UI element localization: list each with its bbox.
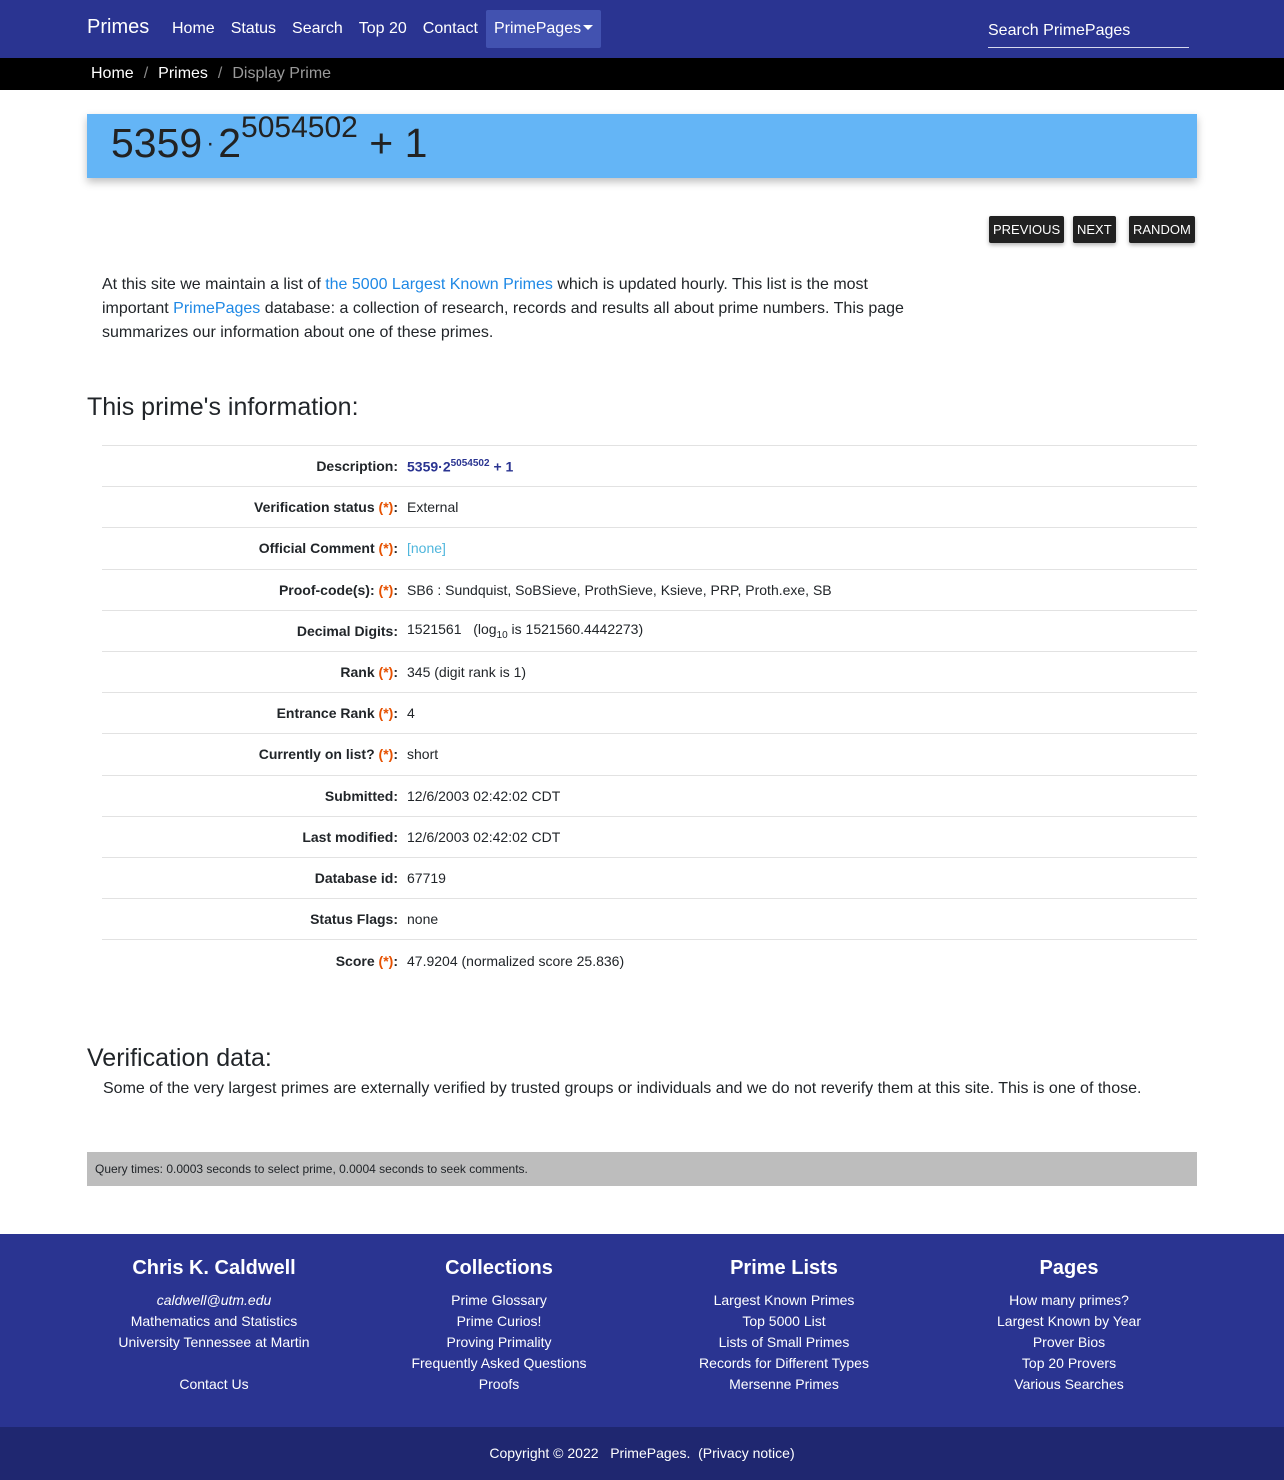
label-text: Currently on list? bbox=[258, 746, 375, 763]
univ-link[interactable]: University Tennessee at Martin bbox=[118, 1334, 310, 1350]
help-star: * bbox=[383, 952, 389, 969]
footer-link[interactable]: Frequently Asked Questions bbox=[411, 1355, 587, 1371]
footer bbox=[0, 1234, 1284, 1427]
footer-link[interactable]: Proving Primality bbox=[446, 1334, 552, 1350]
footer-col-pages bbox=[929, 1257, 1209, 1395]
description-value[interactable] bbox=[398, 458, 513, 475]
intro-text: which is updated hourly. This list is the most important bbox=[102, 276, 868, 317]
help-star: * bbox=[383, 499, 389, 516]
prime-title-card bbox=[87, 111, 1197, 178]
row-label: Entrance Rank (*): bbox=[276, 705, 398, 722]
desc-exponent: 5054502 bbox=[450, 457, 490, 469]
modified-value: 12/6/2003 02:42:02 CDT bbox=[407, 828, 561, 845]
email-link[interactable]: caldwell@utm.edu bbox=[156, 1292, 272, 1308]
comment-value[interactable]: [none] bbox=[407, 540, 446, 557]
row-label: Official Comment (*): bbox=[258, 540, 398, 557]
footer-link[interactable]: Top 20 Provers bbox=[1021, 1355, 1117, 1371]
help-link[interactable]: (*) bbox=[378, 746, 394, 763]
breadcrumb-bar bbox=[0, 58, 1284, 90]
footer-link[interactable]: Various Searches bbox=[1014, 1376, 1124, 1392]
title-dot: · bbox=[206, 130, 215, 157]
help-star: * bbox=[383, 746, 389, 763]
footer-heading: Pages bbox=[1039, 1257, 1099, 1279]
table-row bbox=[102, 570, 1197, 611]
row-label: Currently on list? (*): bbox=[258, 746, 398, 763]
submitted-value: 12/6/2003 02:42:02 CDT bbox=[407, 787, 561, 804]
desc-base: 2 bbox=[442, 458, 451, 475]
table-row bbox=[102, 858, 1197, 899]
proof-value: SB6 : Sundquist, SoBSieve, ProthSieve, Ksieve, PRP, Proth.exe, SB bbox=[407, 581, 832, 598]
label-text: Score bbox=[335, 952, 375, 969]
breadcrumb-separator: / bbox=[143, 65, 149, 82]
query-times: Query times: 0.0003 seconds to select prime, 0.0004 seconds to seek comments. bbox=[87, 1152, 1197, 1186]
onlist-value: short bbox=[407, 746, 439, 763]
spacer bbox=[74, 1353, 354, 1374]
table-row bbox=[102, 611, 1197, 652]
verification-text: Some of the very largest primes are externally verified by trusted groups or individuals and we do not reverify them at this site. This is one of those. bbox=[103, 1080, 1142, 1097]
footer-link[interactable]: Largest Known Primes bbox=[713, 1292, 855, 1308]
footer-col-prime-lists bbox=[644, 1257, 924, 1395]
row-label: Rank (*): bbox=[340, 664, 398, 681]
table-row bbox=[102, 693, 1197, 734]
help-link[interactable]: (*) bbox=[378, 581, 394, 598]
privacy-notice-link[interactable]: Privacy notice bbox=[702, 1445, 790, 1461]
table-row bbox=[102, 817, 1197, 858]
row-label: Decimal Digits: bbox=[296, 622, 398, 639]
random-button[interactable]: RANDOM bbox=[1129, 216, 1195, 243]
help-link[interactable]: (*) bbox=[378, 540, 394, 557]
table-row bbox=[102, 528, 1197, 569]
info-heading: This prime's information: bbox=[87, 393, 359, 421]
table-row bbox=[102, 734, 1197, 775]
copyright-text: Copyright © 2022 bbox=[489, 1445, 599, 1461]
help-star: * bbox=[383, 540, 389, 557]
log-base: 10 bbox=[496, 629, 508, 641]
help-star: * bbox=[383, 705, 389, 722]
table-row bbox=[102, 652, 1197, 693]
footer-link[interactable]: Records for Different Types bbox=[699, 1355, 869, 1371]
help-star: * bbox=[383, 664, 389, 681]
largest-primes-link[interactable]: the 5000 Largest Known Primes bbox=[325, 276, 553, 293]
nav-menu bbox=[164, 10, 601, 48]
rank-value: 345 (digit rank is 1) bbox=[407, 664, 527, 681]
row-label: Description: bbox=[316, 458, 398, 475]
title-base: 2 bbox=[218, 120, 242, 166]
log-prefix: (log bbox=[473, 620, 497, 637]
verification-value: External bbox=[407, 499, 459, 516]
nav-search[interactable]: Search bbox=[292, 20, 343, 37]
contact-us-link[interactable]: Contact Us bbox=[179, 1376, 249, 1392]
footer-link[interactable]: Proofs bbox=[478, 1376, 520, 1392]
footer-link[interactable]: Lists of Small Primes bbox=[718, 1334, 850, 1350]
dept-link[interactable]: Mathematics and Statistics bbox=[130, 1313, 298, 1329]
top-navbar bbox=[0, 0, 1284, 58]
row-label: Last modified: bbox=[302, 828, 398, 845]
help-star: * bbox=[383, 581, 389, 598]
dropdown-label: PrimePages bbox=[493, 20, 582, 37]
title-coefficient: 5359 bbox=[111, 120, 203, 166]
breadcrumb-current: Display Prime bbox=[232, 65, 332, 82]
copyright-bar: Copyright © 2022 PrimePages. (Privacy notice) bbox=[0, 1427, 1284, 1480]
help-link[interactable]: (*) bbox=[378, 705, 394, 722]
intro-paragraph bbox=[102, 273, 912, 345]
nav-status[interactable]: Status bbox=[230, 20, 277, 37]
help-link[interactable]: (*) bbox=[378, 952, 394, 969]
primepages-footer-link[interactable]: PrimePages bbox=[610, 1445, 687, 1461]
digits-count: 1521561 bbox=[407, 620, 462, 637]
title-tail: + 1 bbox=[369, 120, 428, 166]
table-row bbox=[102, 446, 1197, 487]
breadcrumb bbox=[91, 58, 331, 90]
footer-heading: Chris K. Caldwell bbox=[132, 1257, 296, 1279]
brand-link[interactable]: Primes bbox=[87, 16, 150, 38]
row-label: Database id: bbox=[314, 869, 398, 886]
intro-text: At this site we maintain a list of bbox=[102, 276, 326, 293]
label-text: Official Comment bbox=[258, 540, 375, 557]
nav-top20[interactable]: Top 20 bbox=[358, 20, 407, 37]
row-label: Score (*): bbox=[335, 952, 398, 969]
previous-button[interactable]: PREVIOUS bbox=[989, 216, 1064, 243]
row-label: Verification status (*): bbox=[254, 499, 398, 516]
intro-text: database: a collection of research, records and results all about prime numbers. This page summarizes our information about one of these primes. bbox=[102, 300, 904, 341]
desc-dot: · bbox=[438, 458, 443, 475]
footer-link[interactable]: How many primes? bbox=[1009, 1292, 1129, 1308]
digits-value bbox=[398, 621, 643, 641]
footer-link[interactable]: Prover Bios bbox=[1032, 1334, 1106, 1350]
table-row bbox=[102, 899, 1197, 940]
breadcrumb-home[interactable]: Home bbox=[91, 65, 134, 82]
breadcrumb-separator: / bbox=[217, 65, 223, 82]
verification-heading: Verification data: bbox=[87, 1044, 272, 1072]
score-value: 47.9204 (normalized score 25.836) bbox=[407, 952, 625, 969]
log-suffix: is 1521560.4442273) bbox=[507, 620, 644, 637]
footer-heading: Prime Lists bbox=[730, 1257, 838, 1279]
help-link[interactable]: (*) bbox=[378, 499, 394, 516]
desc-tail: + 1 bbox=[489, 458, 514, 475]
title-exponent: 5054502 bbox=[241, 111, 358, 144]
footer-heading: Collections bbox=[445, 1257, 553, 1279]
footer-col-author bbox=[74, 1257, 354, 1395]
primepages-link[interactable]: PrimePages bbox=[173, 300, 261, 317]
nav-home[interactable]: Home bbox=[172, 20, 215, 37]
row-label: Submitted: bbox=[324, 787, 398, 804]
help-link[interactable]: (*) bbox=[378, 664, 394, 681]
footer-link[interactable]: Largest Known by Year bbox=[997, 1313, 1141, 1329]
footer-link[interactable]: Prime Curios! bbox=[456, 1313, 542, 1329]
table-row bbox=[102, 487, 1197, 528]
table-row bbox=[102, 940, 1197, 981]
breadcrumb-primes[interactable]: Primes bbox=[158, 65, 208, 82]
search-input[interactable] bbox=[988, 14, 1189, 48]
label-text: Entrance Rank bbox=[276, 705, 375, 722]
next-button[interactable]: NEXT bbox=[1073, 216, 1116, 243]
row-label: Status Flags: bbox=[310, 911, 398, 928]
label-text: Verification status bbox=[254, 499, 375, 516]
table-row bbox=[102, 776, 1197, 817]
caret-down-icon bbox=[583, 25, 593, 30]
footer-link[interactable]: Top 5000 List bbox=[742, 1313, 826, 1329]
footer-col-collections bbox=[359, 1257, 639, 1395]
footer-link[interactable]: Mersenne Primes bbox=[729, 1376, 839, 1392]
prime-info-table bbox=[102, 445, 1197, 981]
desc-coef: 5359 bbox=[407, 458, 439, 475]
nav-primepages-dropdown[interactable] bbox=[486, 10, 601, 48]
footer-link[interactable]: Prime Glossary bbox=[451, 1292, 547, 1308]
page-title bbox=[111, 111, 428, 167]
row-label: Proof-code(s): (*): bbox=[278, 581, 398, 598]
status-flags-value: none bbox=[407, 911, 439, 928]
entrance-rank-value: 4 bbox=[407, 705, 415, 722]
label-text: Proof-code(s): bbox=[278, 581, 375, 598]
label-text: Rank bbox=[340, 664, 375, 681]
nav-contact[interactable]: Contact bbox=[422, 20, 478, 37]
database-id-value: 67719 bbox=[407, 869, 446, 886]
